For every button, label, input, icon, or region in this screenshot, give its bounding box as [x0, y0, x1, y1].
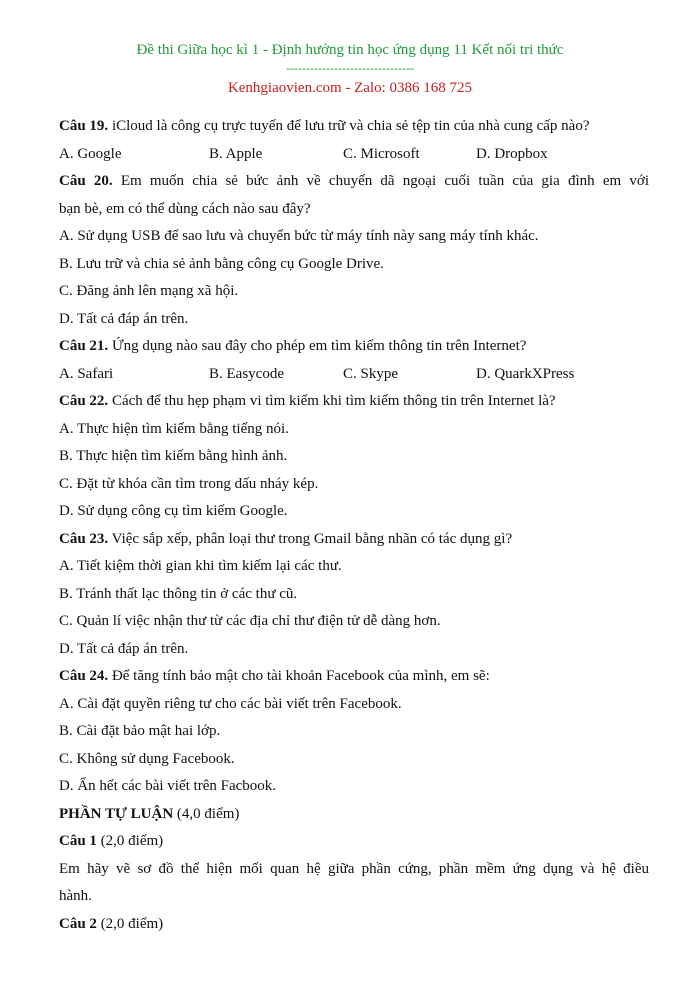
option-b: B. Cài đặt bảo mật hai lớp. — [59, 723, 221, 739]
question-23 — [59, 529, 649, 557]
essay-question-2 — [59, 914, 649, 942]
question-label: Câu 24. — [59, 668, 109, 684]
option-d: D. Tất cả đáp án trên. — [59, 640, 189, 657]
question-label: Câu 20. — [59, 173, 113, 189]
question-24 — [59, 666, 649, 694]
question-text: Để tăng tính bảo mật cho tài khoản Facebook của mình, em sẽ: — [108, 668, 490, 684]
question-text: iCloud là công cụ trực tuyến để lưu trữ và chia sẻ tệp tin của nhà cung cấp nào? — [108, 118, 590, 134]
question-label: Câu 19. — [59, 118, 109, 134]
question-19 — [59, 116, 649, 144]
option-d: D. Tất cả đáp án trên. — [59, 310, 189, 327]
option-c: C. Không sử dụng Facebook. — [59, 750, 235, 767]
question-label: Câu 21. — [59, 338, 109, 354]
essay-q2-label: Câu 2 — [59, 915, 97, 932]
question-text: Ứng dụng nào sau đây cho phép em tìm kiếm thông tin trên Internet? — [108, 338, 527, 354]
essay-question-1 — [59, 831, 649, 859]
option-a: A. Cài đặt quyền riêng tư cho các bài viết trên Facebook. — [59, 695, 402, 712]
option-d: D. Ẩn hết các bài viết trên Facbook. — [59, 778, 277, 794]
option-b: B. Lưu trữ và chia sẻ ảnh bằng công cụ Google Drive. — [59, 255, 384, 272]
question-21 — [59, 336, 649, 364]
header-contact: Kenhgiaovien.com - Zalo: 0386 168 725 — [227, 80, 473, 96]
option-c: C. Skype — [343, 365, 399, 382]
option-b: B. Easycode — [209, 365, 284, 382]
question-text-line-2: bạn bè, em có thể dùng cách nào sau đây? — [59, 200, 311, 217]
option-a: A. Tiết kiệm thời gian khi tìm kiếm lại các thư. — [59, 558, 342, 574]
page-header — [0, 0, 700, 98]
essay-heading — [59, 804, 649, 832]
option-d: D. Sử dụng công cụ tìm kiếm Google. — [59, 503, 288, 519]
option-a: A. Google — [59, 145, 122, 162]
option-b: B. Tránh thất lạc thông tin ở các thư cũ. — [59, 585, 298, 602]
option-c: C. Đăng ảnh lên mạng xã hội. — [59, 283, 239, 299]
question-21-options — [59, 364, 649, 392]
essay-heading-label: PHẦN TỰ LUẬN — [59, 805, 174, 822]
option-d: D. Dropbox — [476, 145, 548, 162]
exam-content — [59, 116, 649, 941]
essay-q1-text-line-2: hành. — [59, 888, 92, 904]
question-20 — [59, 171, 649, 199]
option-b: B. Thực hiện tìm kiếm bằng hình ảnh. — [59, 448, 288, 464]
essay-q1-text-line-1: Em hãy vẽ sơ đồ thể hiện mối quan hệ giữa phần cứng, phần mềm ứng dụng và hệ điều — [59, 860, 649, 877]
question-text: Cách để thu hẹp phạm vi tìm kiếm khi tìm kiếm thông tin trên Internet là? — [108, 393, 556, 409]
essay-q1-label: Câu 1 — [59, 833, 97, 849]
question-label: Câu 23. — [59, 530, 109, 547]
essay-heading-points: (4,0 điểm) — [173, 805, 240, 822]
option-b: B. Apple — [209, 145, 263, 162]
option-a: A. Thực hiện tìm kiếm bằng tiếng nói. — [59, 420, 289, 437]
question-text-line-1: Em muốn chia sẻ bức ảnh về chuyến dã ngoại cuối tuần của gia đình em với — [112, 173, 649, 189]
question-text: Việc sắp xếp, phân loại thư trong Gmail bằng nhãn có tác dụng gì? — [108, 530, 513, 547]
essay-q2-points: (2,0 điểm) — [96, 915, 164, 932]
header-title: Đề thi Giữa học kì 1 - Định hướng tin học ứng dụng 11 Kết nối tri thức — [136, 42, 564, 58]
option-c: C. Microsoft — [343, 145, 420, 162]
question-19-options — [59, 144, 649, 172]
essay-q1-points: (2,0 điểm) — [96, 833, 164, 849]
option-d: D. QuarkXPress — [476, 365, 575, 382]
option-c: C. Đặt từ khóa cần tìm trong dấu nháy kép. — [59, 475, 319, 492]
option-a: A. Safari — [59, 365, 114, 382]
question-label: Câu 22. — [59, 393, 109, 409]
header-separator: -------------------------------- — [286, 61, 414, 75]
question-22 — [59, 391, 649, 419]
option-a: A. Sử dụng USB để sao lưu và chuyển bức từ máy tính này sang máy tính khác. — [59, 228, 539, 244]
option-c: C. Quản lí việc nhận thư từ các địa chỉ thư điện tử dễ dàng hơn. — [59, 613, 441, 629]
